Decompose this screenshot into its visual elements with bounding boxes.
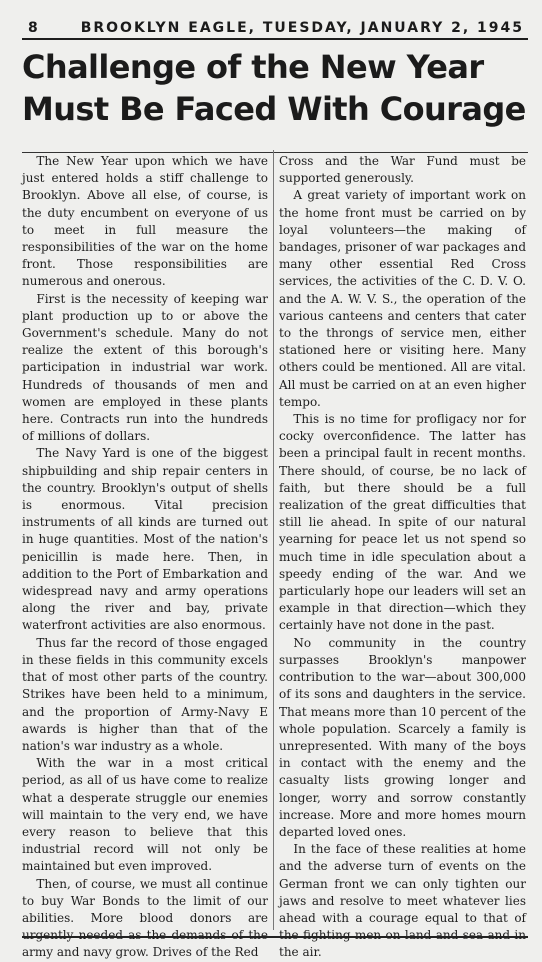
headline-line-1: Challenge of the New Year xyxy=(22,48,484,86)
paragraph: In the face of these realities at home and the adverse turn of events on the German front we can only tighten our jaws and resolve to meet whatever lies ahead with a courage equal to that of the fighting men on land and sea and in the air. xyxy=(279,842,526,960)
paragraph: Thus far the record of those engaged in these fields in this community excels that of most other parts of the country. Strikes have been held to a minimum, and the proportion of Army-Navy E awards is higher than that of the nation's war industry as a whole. xyxy=(22,635,268,753)
paragraph: With the war in a most critical period, as all of us have come to realize what a desperate struggle our enemies will maintain to the very end, we have every reason to believe that this industrial record will not only be maintained but even improved. xyxy=(22,756,268,874)
column-divider xyxy=(273,150,274,930)
article-column-left xyxy=(22,153,268,962)
bottom-rule xyxy=(22,936,528,938)
paragraph: This is no time for profligacy nor for cocky overconfidence. The latter has been a principal fault in recent months. There should, of course, be no lack of faith, but there should be a full realization of the great difficulties that still lie ahead. In spite of our natural yearning for peace let us not spend so much time in idle speculation about a speedy ending of the war. And we particularly hope our leaders will set an example in that direction—which they certainly have not done in the past. xyxy=(279,412,526,633)
paragraph: First is the necessity of keeping war plant production up to or above the Government's schedule. Many do not realize the extent of this borough's participation in industrial war work. Hundreds of thousands of men and women are employed in these plants here. Contracts run into the hundreds of millions of dollars. xyxy=(22,291,268,444)
masthead xyxy=(22,8,528,40)
paragraph: Cross and the War Fund must be supported generously. xyxy=(279,154,526,186)
headline xyxy=(22,46,528,130)
article-column-right xyxy=(279,153,526,962)
paragraph: No community in the country surpasses Brooklyn's manpower contribution to the war—about 300,000 of its sons and daughters in the service. That means more than 10 percent of the whole population. Scarcely a family is unrepresented. With many of the boys in contact with the enemy and the casualty lists growing longer and longer, worry and sorrow constantly increase. More and more homes mourn departed loved ones. xyxy=(279,635,526,839)
paragraph: A great variety of important work on the home front must be carried on by loyal volunteers—the making of bandages, prisoner of war packages and many other essential Red Cross services, the activities of the C. D. V. O. and the A. W. V. S., the operation of the various canteens and centers that cater to the throngs of service men, either stationed here or visiting here. Many others could be mentioned. All are vital. All must be carried on at an even higher tempo. xyxy=(279,188,526,409)
headline-line-2: Must Be Faced With Courage xyxy=(22,90,526,128)
page-number: 8 xyxy=(28,20,39,36)
paragraph: Then, of course, we must all continue to buy War Bonds to the limit of our abilities. More blood donors are urgently needed as the demands of the army and navy grow. Drives of the Red xyxy=(22,876,268,960)
paragraph: The New Year upon which we have just entered holds a stiff challenge to Brooklyn. Above all else, of course, is the duty encumbent on everyone of us to meet in full measure the responsibilities of the war on the home front. Those responsibilities are numerous and onerous. xyxy=(22,154,268,289)
paragraph: The Navy Yard is one of the biggest shipbuilding and ship repair centers in the country. Brooklyn's output of shells is enormous. Vital precision instruments of all kinds are turned out in huge quantities. Most of the nation's penicillin is made here. Then, in addition to the Port of Embarkation and widespread navy and army operations along the river and bay, private waterfront activities are also enormous. xyxy=(22,446,268,633)
masthead-title: BROOKLYN EAGLE, TUESDAY, JANUARY 2, 1945 xyxy=(80,20,524,36)
